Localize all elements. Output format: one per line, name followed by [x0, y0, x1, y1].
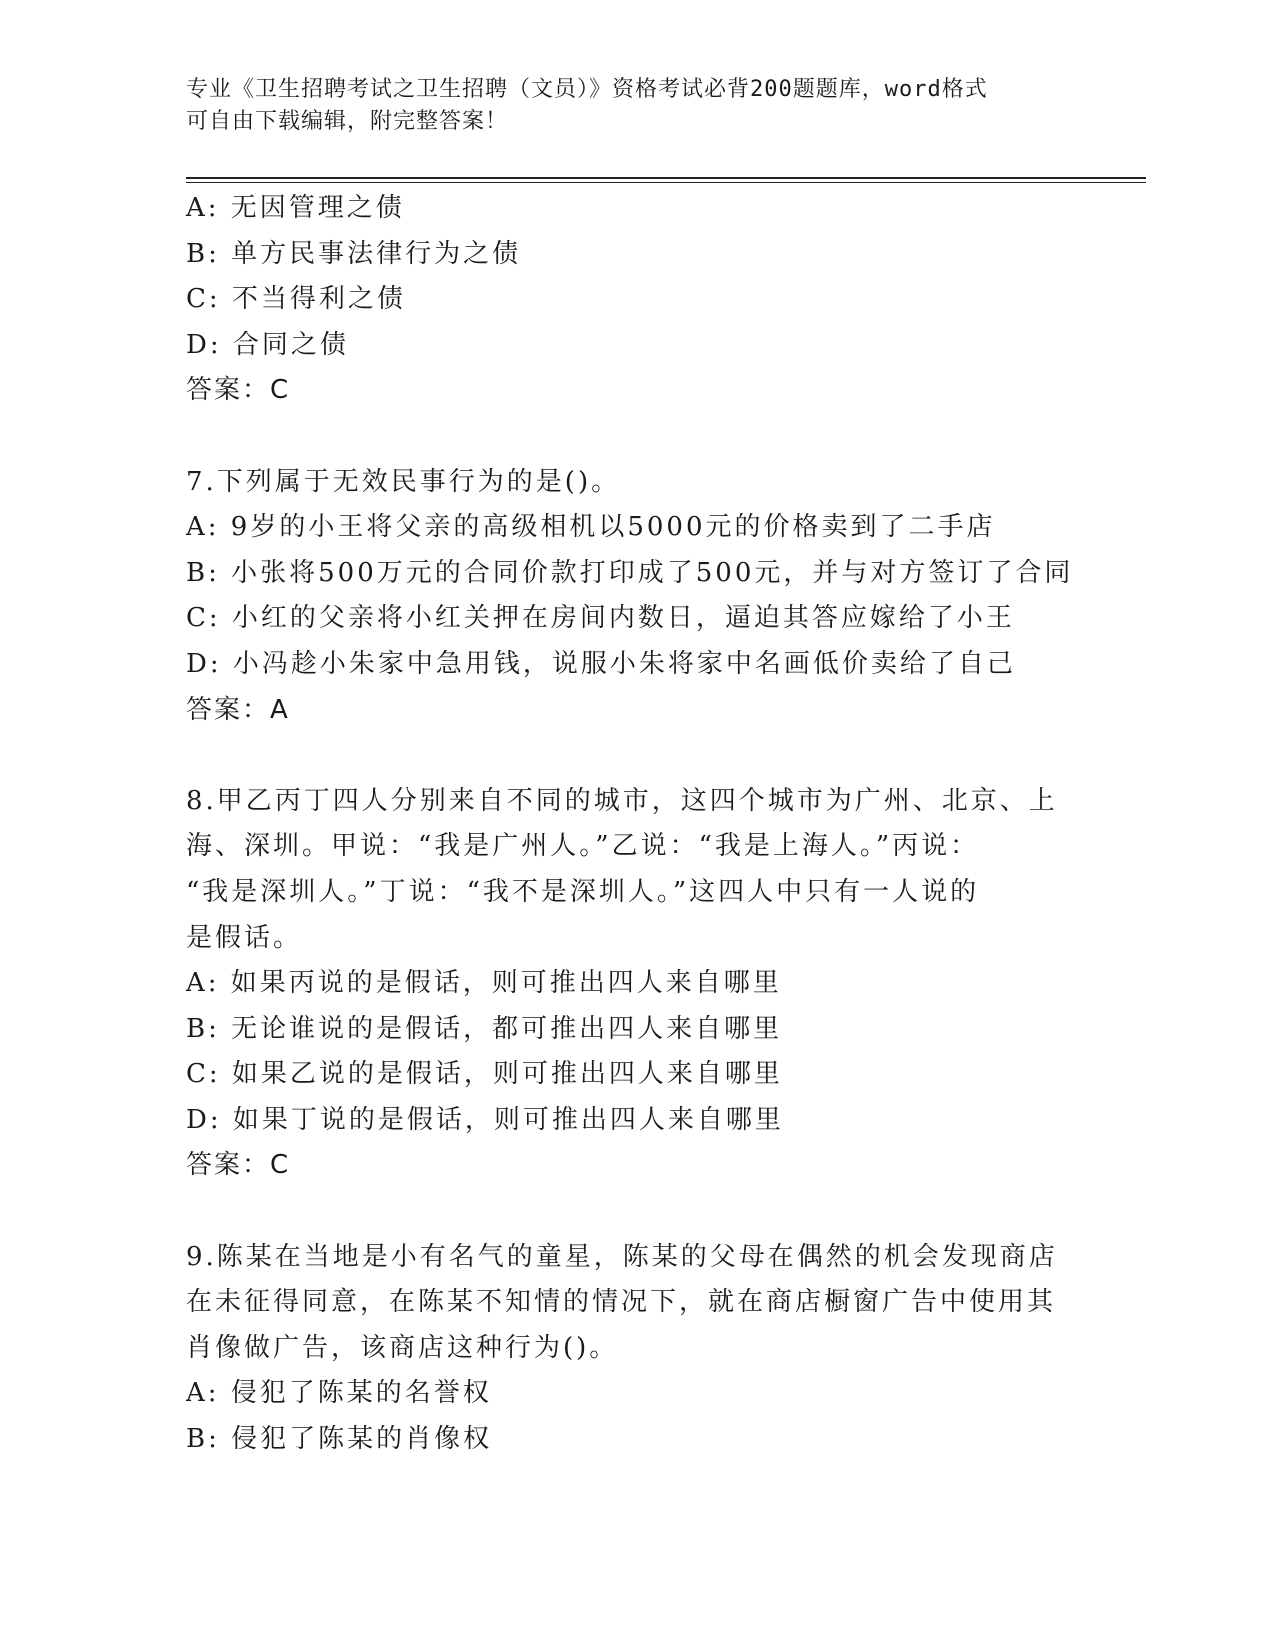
question-stem: “我是深圳人。”丁说：“我不是深圳人。”这四人中只有一人说的 — [186, 876, 980, 907]
answer-line: 答案：C — [186, 1150, 291, 1181]
option-c: C: 如果乙说的是假话，则可推出四人来自哪里 — [186, 1059, 783, 1090]
question-list — [186, 186, 1146, 1463]
document-header — [186, 74, 1086, 138]
question-6 — [186, 186, 1146, 414]
header-title-line-1: 专业《卫生招聘考试之卫生招聘（文员）》资格考试必背200题题库，word格式 — [186, 77, 988, 102]
question-stem: 7.下列属于无效民事行为的是()。 — [186, 466, 621, 497]
answer-line: 答案：A — [186, 694, 290, 725]
header-title-line-2: 可自由下载编辑，附完整答案！ — [186, 109, 509, 134]
option-d: D: 合同之债 — [186, 329, 349, 360]
option-b: B: 单方民事法律行为之债 — [186, 238, 522, 269]
question-spacer — [186, 733, 1146, 779]
question-stem: 在未征得同意，在陈某不知情的情况下，就在商店橱窗广告中使用其 — [186, 1287, 1057, 1318]
option-d: D: 小冯趁小朱家中急用钱，说服小朱将家中名画低价卖给了自己 — [186, 648, 1016, 679]
option-b: B: 小张将500万元的合同价款打印成了500元，并与对方签订了合同 — [186, 557, 1074, 588]
question-spacer — [186, 1189, 1146, 1235]
question-stem: 9.陈某在当地是小有名气的童星，陈某的父母在偶然的机会发现商店 — [186, 1241, 1058, 1272]
option-d: D: 如果丁说的是假话，则可推出四人来自哪里 — [186, 1104, 784, 1135]
option-b: B: 无论谁说的是假话，都可推出四人来自哪里 — [186, 1013, 783, 1044]
option-a: A: 如果丙说的是假话，则可推出四人来自哪里 — [186, 968, 782, 999]
option-c: C: 不当得利之债 — [186, 284, 406, 315]
question-stem: 是假话。 — [186, 922, 303, 953]
question-spacer — [186, 414, 1146, 460]
option-a: A: 侵犯了陈某的名誉权 — [186, 1378, 492, 1409]
answer-line: 答案：C — [186, 375, 291, 406]
question-stem: 8.甲乙丙丁四人分别来自不同的城市，这四个城市为广州、北京、上 — [186, 785, 1058, 816]
option-a: A: 9岁的小王将父亲的高级相机以5000元的价格卖到了二手店 — [186, 512, 996, 543]
question-stem: 肖像做广告，该商店这种行为()。 — [186, 1332, 619, 1363]
option-b: B: 侵犯了陈某的肖像权 — [186, 1424, 493, 1455]
question-9 — [186, 1235, 1146, 1463]
question-7 — [186, 460, 1146, 734]
option-a: A: 无因管理之债 — [186, 193, 405, 223]
header-rule-thin — [186, 182, 1146, 183]
option-c: C: 小红的父亲将小红关押在房间内数日，逼迫其答应嫁给了小王 — [186, 603, 1015, 634]
header-rule-thick — [186, 177, 1146, 179]
question-8 — [186, 779, 1146, 1189]
question-stem: 海、深圳。甲说：“我是广州人。”乙说：“我是上海人。”丙说： — [186, 831, 980, 862]
